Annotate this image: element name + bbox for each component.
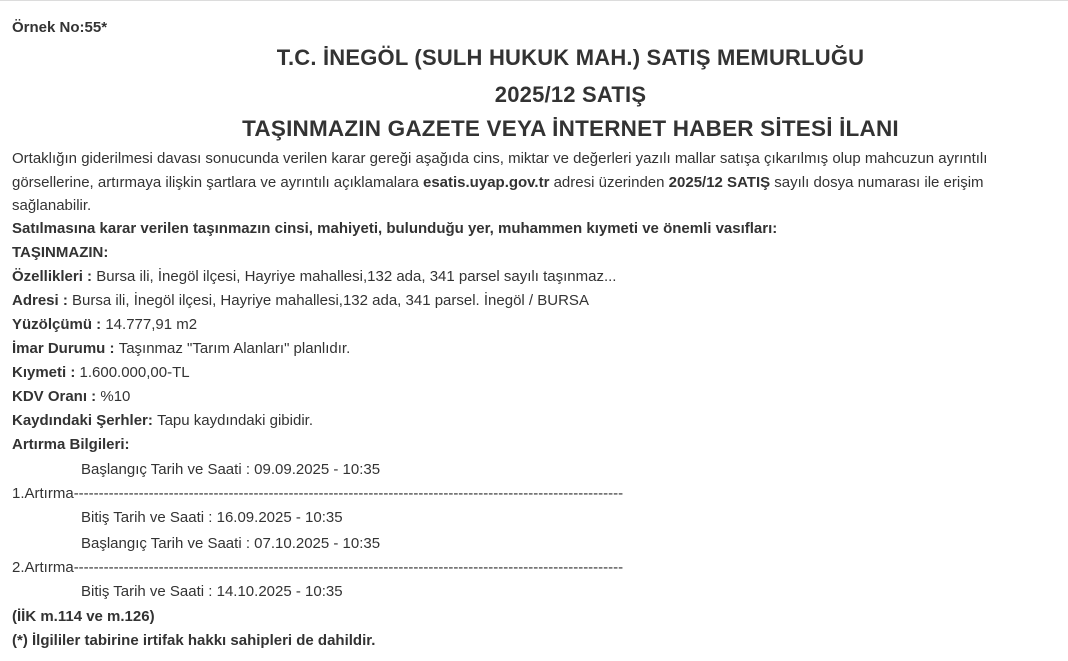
field-imar — [12, 340, 350, 357]
intro-text-1: Ortaklığın giderilmesi davası sonucunda verilen karar gereği aşağıda cins, miktar ve değerleri yazılı mallar satışa çıkarılmış olup mahcuzun ayrıntılı görsellerine, artırmaya ilişkin şartlara ve ayrıntılı açıklamalara — [12, 150, 988, 191]
imar-value: Taşınmaz "Tarım Alanları" planlıdır. — [118, 340, 351, 357]
iik-reference: (İİK m.114 ve m.126) — [12, 608, 155, 625]
field-ozellikleri — [12, 268, 616, 285]
artirma-2-end: Bitiş Tarih ve Saati : 14.10.2025 - 10:35 — [81, 583, 343, 600]
artirma-2-row — [12, 559, 652, 576]
esatis-site: esatis.uyap.gov.tr — [422, 173, 550, 191]
ozellikleri-label: Özellikleri : — [12, 268, 97, 285]
artirma-2-start: Başlangıç Tarih ve Saati : 07.10.2025 - 10:35 — [81, 535, 381, 552]
field-adresi — [12, 292, 589, 309]
yuzolcumu-label: Yüzölçümü : — [12, 316, 106, 333]
adresi-label: Adresi : — [12, 292, 73, 309]
file-number: 2025/12 SATIŞ — [668, 173, 771, 191]
title-sale-number: 2025/12 SATIŞ — [494, 82, 647, 107]
artirma-1-row — [12, 485, 652, 502]
intro-text-2: adresi üzerinden — [549, 173, 669, 191]
artirma-heading: Artırma Bilgileri: — [12, 436, 130, 453]
serhler-value: Tapu kaydındaki gibidir. — [157, 412, 313, 429]
field-kiymeti — [12, 364, 190, 381]
kdv-value: %10 — [100, 388, 131, 405]
ornek-number: Örnek No:55* — [12, 19, 108, 36]
artirma-1-dashes: -------------------------------------------------------------------------------------------------------------- — [73, 485, 624, 502]
ozellikleri-value: Bursa ili, İnegöl ilçesi, Hayriye mahallesi,132 ada, 341 parsel sayılı taşınmaz... — [96, 268, 617, 285]
kdv-label: KDV Oranı : — [12, 388, 101, 405]
intro-paragraph — [12, 147, 1058, 218]
imar-label: İmar Durumu : — [12, 340, 119, 357]
tasinmazin-heading: TAŞINMAZIN: — [12, 244, 109, 261]
title-office: T.C. İNEGÖL (SULH HUKUK MAH.) SATIŞ MEMURLUĞU — [276, 45, 865, 70]
field-yuzolcumu — [12, 316, 197, 333]
artirma-2-dashes: -------------------------------------------------------------------------------------------------------------- — [73, 559, 624, 576]
intro-text-3: sayılı dosya numarası ile erişim sağlanabilir. — [12, 173, 984, 214]
artirma-1-start: Başlangıç Tarih ve Saati : 09.09.2025 - 10:35 — [81, 461, 381, 478]
kiymeti-value: 1.600.000,00-TL — [79, 364, 190, 381]
serhler-label: Kaydındaki Şerhler: — [12, 412, 158, 429]
kiymeti-label: Kıymeti : — [12, 364, 80, 381]
title-announcement: TAŞINMAZIN GAZETE VEYA İNTERNET HABER SİTESİ İLANI — [242, 116, 899, 141]
yuzolcumu-value: 14.777,91 m2 — [105, 316, 198, 333]
section-heading: Satılmasına karar verilen taşınmazın cinsi, mahiyeti, bulunduğu yer, muhammen kıymeti ve önemli vasıfları: — [12, 220, 778, 237]
footnote: (*) İlgililer tabirine irtifak hakkı sahipleri de dahildir. — [12, 632, 376, 649]
field-serhler — [12, 412, 313, 429]
artirma-2-label: 2.Artırma — [12, 559, 74, 576]
adresi-value: Bursa ili, İnegöl ilçesi, Hayriye mahallesi,132 ada, 341 parsel. İnegöl / BURSA — [72, 292, 589, 309]
field-kdv — [12, 388, 130, 405]
artirma-1-end: Bitiş Tarih ve Saati : 16.09.2025 - 10:35 — [81, 509, 343, 526]
artirma-1-label: 1.Artırma — [12, 485, 74, 502]
